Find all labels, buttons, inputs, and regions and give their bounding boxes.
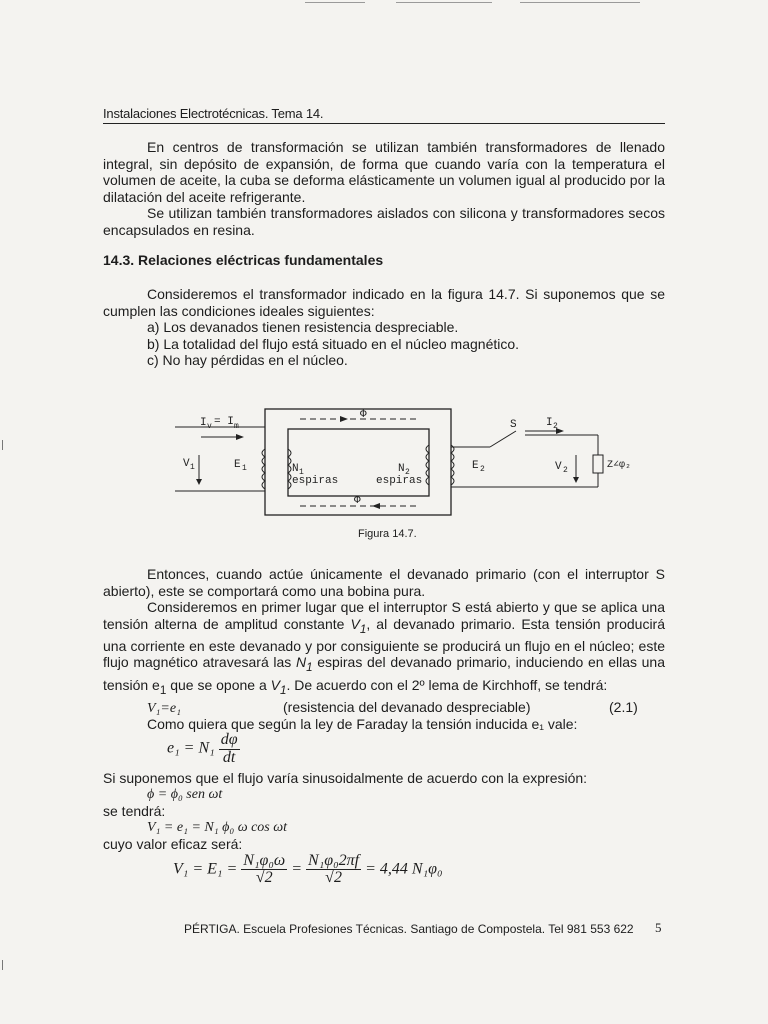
label-im: = I — [214, 416, 234, 428]
label-e1: E — [234, 459, 241, 471]
label-espiras-2: espiras — [376, 475, 423, 487]
flux-label-top: Φ — [360, 409, 367, 421]
flux-label-bottom: Φ — [354, 495, 361, 507]
section-block — [103, 252, 665, 269]
label-e2: E — [472, 460, 479, 472]
label-v2: V — [555, 461, 562, 473]
intro-paragraph-1: En centros de transformación se utilizan también transformadores de llenado integral, sin depósito de expansión, de forma que cuando varía con la temperatura el volumen de aceite, la cuba se deforma elásticamente un volumen igual al producido por la dilatación del aceite refrigerante. — [103, 139, 665, 205]
label-e2-sub: 2 — [480, 465, 485, 474]
section-title: 14.3. Relaciones eléctricas fundamentales — [103, 252, 384, 268]
section-paragraph: Consideremos el transformador indicado en la figura 14.7. Si suponemos que se cumplen las condiciones ideales siguientes: — [103, 286, 665, 319]
flux-arrow-bottom — [372, 503, 380, 509]
label-iv: I — [200, 417, 207, 429]
label-n1: N — [292, 463, 299, 475]
label-i2-sub: 2 — [553, 422, 558, 431]
scan-line — [520, 2, 640, 3]
primary-coil — [262, 449, 291, 489]
page-number: 5 — [655, 920, 662, 935]
label-switch: S — [510, 419, 517, 431]
label-espiras-1: espiras — [292, 475, 339, 487]
label-im-sub: m — [234, 422, 239, 431]
scan-mark — [2, 960, 3, 970]
conditions-list — [103, 319, 665, 369]
scan-line — [305, 2, 365, 3]
secondary-coil — [426, 445, 454, 485]
page-header: Instalaciones Electrotécnicas. Tema 14. — [103, 106, 665, 124]
switch-blade — [490, 431, 516, 447]
flux-arrow-top — [340, 416, 348, 422]
label-load: Z∠φ₂ — [607, 460, 632, 471]
sinusoid-paragraph: Si suponemos que el flujo varía sinusoidalmente de acuerdo con la expresión: — [103, 770, 588, 787]
list-item: b) La totalidad del flujo está situado en el núcleo magnético. — [147, 335, 520, 352]
load-impedance — [593, 455, 603, 473]
rms-equation: V₁ = E₁ = $\frac{\text{N₁φ₀ω}}{√2}$ = $\frac{\text{N₁φ₀2πf}}{√2}$ = 4,44 N₁φ₀ — [173, 851, 443, 887]
transformer-diagram — [0, 395, 768, 535]
faraday-equation: e₁ = N₁ $\frac{d\varphi}{dt}$ — [167, 731, 238, 766]
label-v2-sub: 2 — [563, 466, 568, 475]
intro-block — [103, 139, 665, 238]
equation-2-1: V₁=e₁ (resistencia del devanado despreciable) (2.1) — [147, 698, 638, 716]
analysis-block — [103, 566, 665, 887]
list-item: c) No hay pérdidas en el núcleo. — [147, 352, 348, 368]
flux-equation: ϕ = ϕ₀ sen ωt — [147, 786, 223, 802]
label-e1-sub: 1 — [242, 464, 247, 473]
scan-line — [396, 2, 492, 3]
label-n2: N — [398, 463, 405, 475]
intro-paragraph-2: Se utilizan también transformadores aislados con silicona y transformadores secos encapsulados en resina. — [103, 205, 665, 238]
analysis-paragraph-1: Entonces, cuando actúe únicamente el devanado primario (con el interruptor S abierto), este se comportará como una bobina pura. — [103, 566, 665, 599]
label-i2: I — [546, 417, 553, 429]
eficaz-text: cuyo valor eficaz será: — [103, 836, 243, 853]
label-n2-sub: 2 — [405, 468, 410, 477]
voltage-equation: V₁ = e₁ = N₁ ϕ₀ ω cos ωt — [147, 819, 288, 835]
figure-caption: Figura 14.7. — [358, 528, 417, 540]
page-footer: PÉRTIGA. Escuela Profesiones Técnicas. Santiago de Compostela. Tel 981 553 622 — [184, 922, 634, 936]
current-arrow — [236, 434, 244, 440]
label-v1: V — [183, 458, 190, 470]
scan-mark — [2, 440, 3, 450]
label-n1-sub: 1 — [299, 468, 304, 477]
section-intro-block — [103, 286, 665, 369]
faraday-paragraph: Como quiera que según la ley de Faraday la tensión inducida e₁ vale: — [147, 715, 578, 732]
label-iv-sub: v — [207, 422, 212, 431]
analysis-paragraph-2: Consideremos en primer lugar que el interruptor S está abierto y que se aplica una tensión alterna de amplitud constante $V_1$, al devanado primario. Esta tensión producirá una corriente en este devanado y por consiguiente se producirá un flujo en el núcleo; este flujo magnético atravesará las $N_1$ espiras del devanado primario, induciendo en ellas una tensión $e_1$ que se opone a $V_1$. De acuerdo con el 2º lema de Kirchhoff, se tendrá: — [103, 599, 665, 697]
list-item: a) Los devanados tienen resistencia despreciable. — [147, 319, 459, 335]
tendra-text: se tendrá: — [103, 803, 166, 820]
label-v1-sub: 1 — [190, 463, 195, 472]
